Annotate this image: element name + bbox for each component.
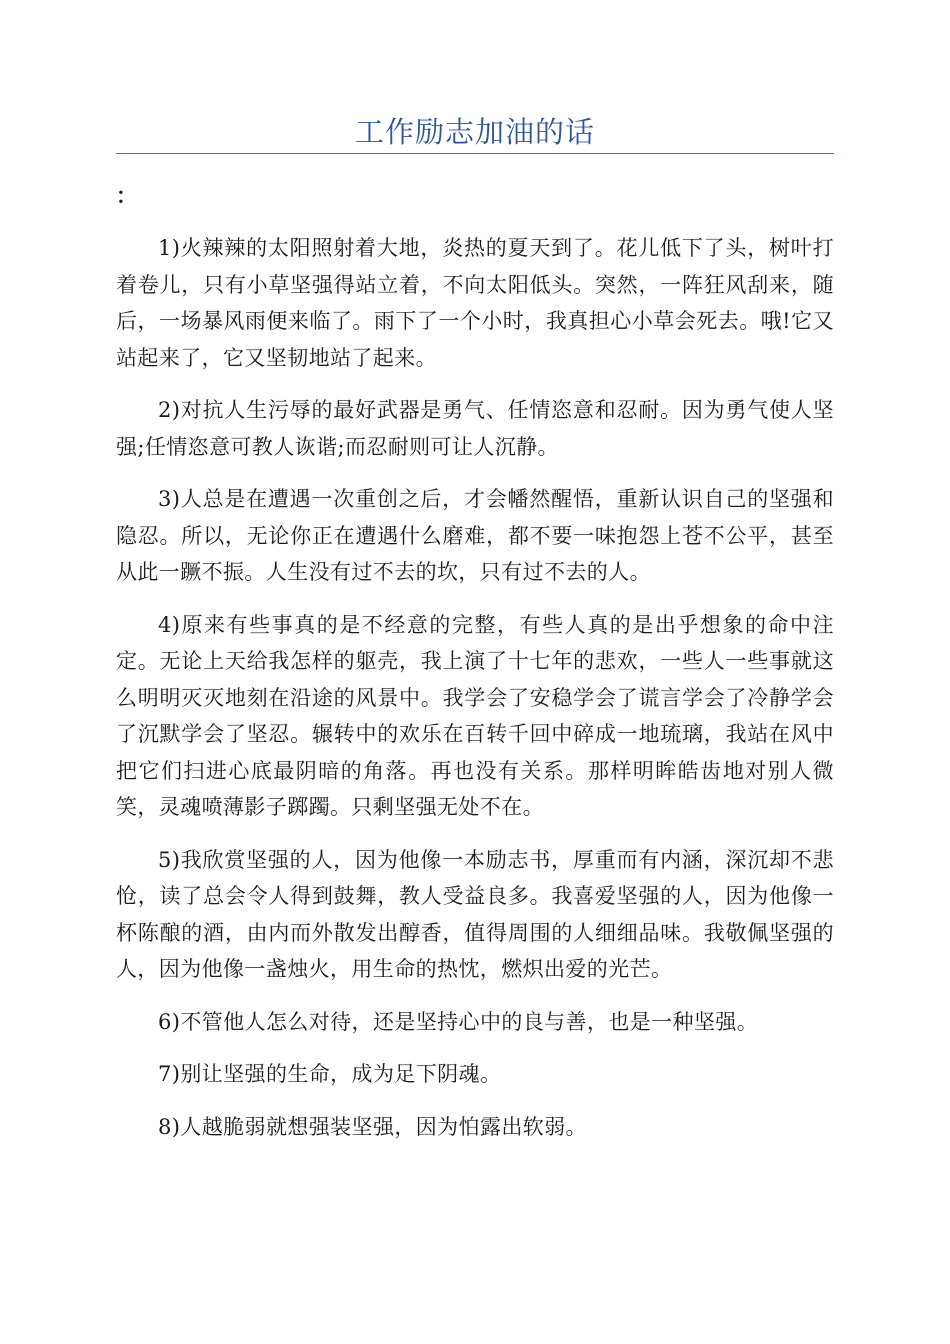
document-body — [116, 230, 834, 1161]
document-title: 工作励志加油的话 — [354, 115, 595, 149]
paragraph-5: 5)我欣赏坚强的人，因为他像一本励志书，厚重而有内涵，深沉却不悲怆，读了总会令人得到鼓舞，教人受益良多。我喜爱坚强的人，因为他像一杯陈酿的酒，由内而外散发出醇香，值得周围的人细细品味。我敬佩坚强的人，因为他像一盏烛火，用生命的热忱，燃炽出爱的光芒。 — [116, 847, 834, 981]
paragraph-3: 3)人总是在遭遇一次重创之后，才会幡然醒悟，重新认识自己的坚强和隐忍。所以，无论你正在遭遇什么磨难，都不要一味抱怨上苍不公平，甚至从此一蹶不振。人生没有过不去的坎，只有过不去的人。 — [116, 487, 834, 584]
paragraph-4: 4)原来有些事真的是不经意的完整，有些人真的是出乎想象的命中注定。无论上天给我怎样的躯壳，我上演了十七年的悲欢，一些人一些事就这么明明灭灭地刻在沿途的风景中。我学会了安稳学会了谎言学会了冷静学会了沉默学会了坚忍。辗转中的欢乐在百转千回中碎成一地琉璃，我站在风中把它们扫进心底最阴暗的角落。再也没有关系。那样明眸皓齿地对别人微笑，灵魂喷薄影子踯躅。只剩坚强无处不在。 — [116, 612, 834, 819]
paragraph-1: 1)火辣辣的太阳照射着大地，炎热的夏天到了。花儿低下了头，树叶打着卷儿，只有小草坚强得站立着，不向太阳低头。突然，一阵狂风刮来，随后，一场暴风雨便来临了。雨下了一个小时，我真担心小草会死去。哦!它又站起来了，它又坚韧地站了起来。 — [116, 236, 834, 370]
paragraph-7: 7)别让坚强的生命，成为足下阴魂。 — [158, 1062, 502, 1086]
paragraph-8: 8)人越脆弱就想强装坚强，因为怕露出软弱。 — [158, 1114, 587, 1139]
intro-text: ： — [116, 183, 137, 208]
paragraph-6: 6)不管他人怎么对待，还是坚持心中的良与善，也是一种坚强。 — [158, 1009, 759, 1034]
title-underline — [116, 153, 834, 154]
paragraph-2: 2)对抗人生污辱的最好武器是勇气、任情恣意和忍耐。因为勇气使人坚强;任情恣意可教人诙谐;而忍耐则可让人沉静。 — [116, 398, 834, 459]
